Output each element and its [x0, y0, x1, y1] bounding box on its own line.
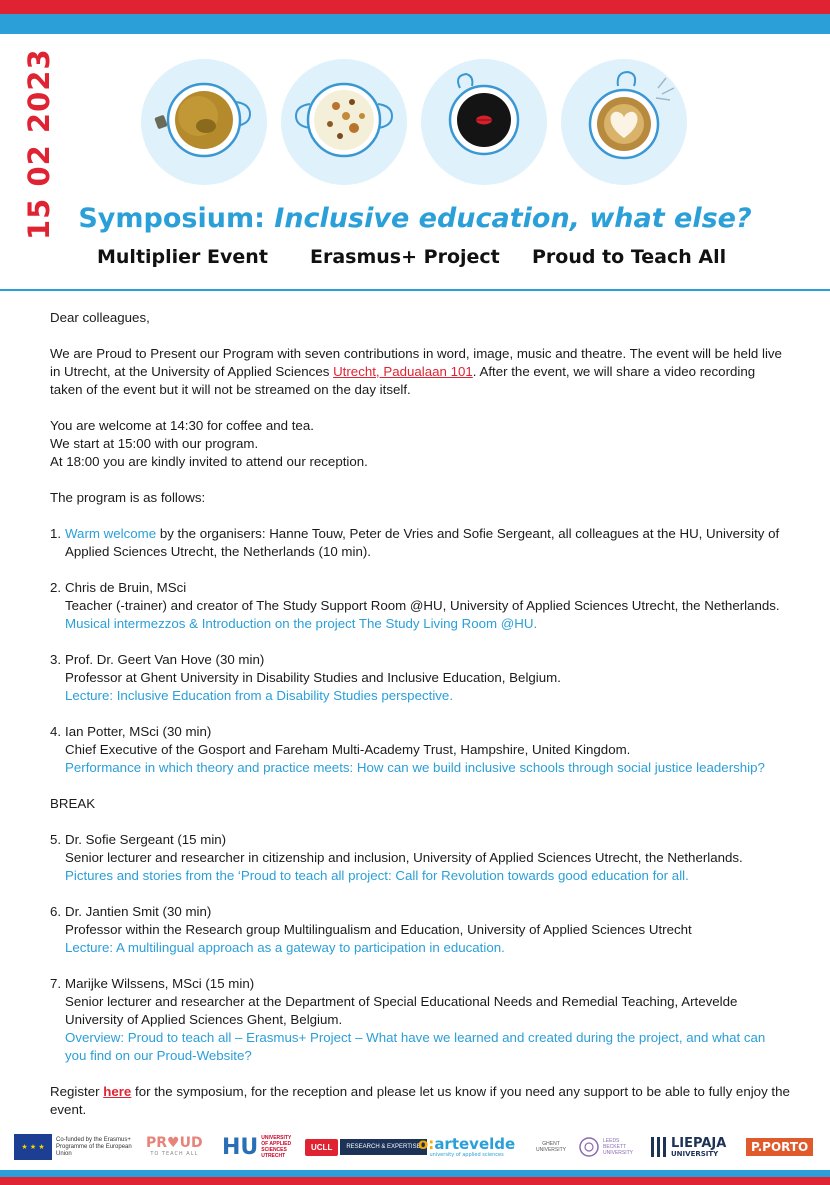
item4-topic: Performance in which theory and practice meets: How can we build inclusive schools through social justice leadership?	[65, 760, 765, 775]
program-item-7	[50, 975, 790, 1065]
intro-text-b: . After the event, we will share a video recording taken of the event but it will not be streamed on the day itself.	[50, 364, 756, 397]
program-item-4	[50, 723, 790, 777]
hu-caption: UNIVERSITY OF APPLIED SCIENCES UTRECHT	[261, 1135, 292, 1159]
register-link[interactable]: here	[103, 1084, 132, 1099]
artevelde-name: artevelde	[434, 1134, 516, 1153]
item1-highlight: Warm welcome	[65, 526, 157, 541]
greeting: Dear colleagues,	[50, 310, 150, 325]
intro-text-a: We are Proud to Present our Program with seven contributions in word, image, music and theatre. The event will be held live in Utrecht, at the University of Applied Sciences	[50, 346, 782, 379]
ghent-logo	[536, 1128, 566, 1166]
item-number: 6.	[50, 904, 62, 919]
top-blue-bar	[0, 14, 830, 34]
item-number: 7.	[50, 976, 62, 991]
subtitle-proud: Proud to Teach All	[532, 246, 727, 268]
register-prefix: Register	[50, 1084, 104, 1099]
item6-role: Professor within the Research group Multilingualism and Education, University of Applied Sciences Utrecht	[65, 922, 692, 937]
liepaja-name: LIEPAJA	[671, 1135, 727, 1151]
porto-mark: P.PORTO	[746, 1138, 813, 1156]
ucll-caption: RESEARCH & EXPERTISE	[340, 1139, 426, 1155]
artevelde-sub: university of applied sciences	[429, 1151, 504, 1158]
leeds-caption: LEEDS BECKETT UNIVERSITY	[603, 1138, 634, 1156]
page-title	[0, 203, 830, 234]
title-italic: Inclusive education, what else?	[274, 203, 752, 234]
header-divider	[0, 289, 830, 291]
item-number: 2.	[50, 580, 62, 595]
liepaja-logo	[650, 1128, 726, 1166]
ghent-caption: GHENT UNIVERSITY	[536, 1141, 567, 1153]
item2-topic: Musical intermezzos & Introduction on the project The Study Living Room @HU.	[65, 616, 538, 631]
subtitle-multiplier: Multiplier Event	[97, 246, 268, 268]
item3-topic: Lecture: Inclusive Education from a Disability Studies perspective.	[65, 688, 454, 703]
partner-logos	[0, 1128, 830, 1166]
liepaja-sub: UNIVERSITY	[671, 1149, 719, 1158]
intro-paragraph	[50, 345, 790, 399]
liepaja-columns-icon	[650, 1135, 668, 1159]
top-red-bar	[0, 0, 830, 14]
item-number: 4.	[50, 724, 62, 739]
leeds-rose-icon	[578, 1136, 600, 1158]
item6-name: Dr. Jantien Smit (30 min)	[65, 904, 212, 919]
item-number: 1.	[50, 526, 62, 541]
item3-name: Prof. Dr. Geert Van Hove (30 min)	[65, 652, 265, 667]
cereal-bowl-icon	[280, 58, 408, 186]
coffee-cups-illustration	[140, 58, 700, 188]
item7-name: Marijke Wilssens, MSci (15 min)	[65, 976, 255, 991]
tea-cup-icon	[140, 58, 268, 186]
program-item-5	[50, 831, 790, 885]
latte-cup-icon	[560, 58, 688, 186]
item7-topic: Overview: Proud to teach all – Erasmus+ Project – What have we learned and created during the project, and what can you find on our Proud-Website?	[65, 1030, 766, 1063]
proud-sub: TO TEACH ALL	[150, 1151, 199, 1157]
item6-topic: Lecture: A multilingual approach as a gateway to participation in education.	[65, 940, 505, 955]
leeds-logo	[578, 1128, 633, 1166]
bottom-blue-bar	[0, 1170, 830, 1177]
hu-mark: HU	[222, 1134, 259, 1160]
letter-body	[50, 309, 790, 1119]
artevelde-o: o:	[418, 1134, 435, 1153]
program-item-6	[50, 903, 790, 957]
program-item-3	[50, 651, 790, 705]
break-label: BREAK	[50, 796, 96, 811]
program-item-2	[50, 579, 790, 633]
porto-logo	[746, 1128, 813, 1166]
item1-text: by the organisers: Hanne Touw, Peter de Vries and Sofie Sergeant, all colleagues at the HU, University of Applied Sciences Utrecht, the Netherlands (10 min).	[65, 526, 780, 559]
eu-caption: Co-funded by the Erasmus+ Programme of the European Union	[56, 1136, 132, 1157]
item5-topic: Pictures and stories from the ‘Proud to teach all project: Call for Revolution towards good education for all.	[65, 868, 689, 883]
black-coffee-icon	[420, 58, 548, 186]
artevelde-logo	[418, 1128, 515, 1166]
ucll-logo	[305, 1128, 427, 1166]
proud-logo	[146, 1128, 203, 1166]
item2-role: Teacher (-trainer) and creator of The Study Support Room @HU, University of Applied Sciences Utrecht, the Netherlands.	[65, 598, 780, 613]
register-suffix: for the symposium, for the reception and please let us know if you need any support to be able to fully enjoy the event.	[50, 1084, 790, 1117]
item3-role: Professor at Ghent University in Disability Studies and Inclusive Education, Belgium.	[65, 670, 561, 685]
register-paragraph	[50, 1083, 790, 1119]
eu-flag-icon: ★ ★ ★	[14, 1134, 52, 1160]
hu-logo	[222, 1128, 293, 1166]
program-intro: The program is as follows:	[50, 490, 206, 505]
venue-link[interactable]: Utrecht, Padualaan 101	[333, 364, 473, 379]
item-number: 5.	[50, 832, 62, 847]
bottom-red-bar	[0, 1177, 830, 1185]
item2-name: Chris de Bruin, MSci	[65, 580, 187, 595]
ucll-mark: UCLL	[305, 1139, 338, 1156]
subtitle-erasmus: Erasmus+ Project	[310, 246, 500, 268]
time-coffee: You are welcome at 14:30 for coffee and tea.	[50, 418, 314, 433]
time-reception: At 18:00 you are kindly invited to attend our reception.	[50, 454, 368, 469]
title-plain: Symposium:	[78, 203, 275, 234]
eu-logo	[14, 1128, 136, 1166]
event-date: 15 02 2023	[22, 48, 56, 240]
item7-role: Senior lecturer and researcher at the Department of Special Educational Needs and Remedial Teaching, Artevelde University of Applied Sciences Ghent, Belgium.	[65, 994, 738, 1027]
item4-name: Ian Potter, MSci (30 min)	[65, 724, 212, 739]
item5-name: Dr. Sofie Sergeant (15 min)	[65, 832, 227, 847]
program-item-1	[50, 525, 790, 561]
item5-role: Senior lecturer and researcher in citizenship and inclusion, University of Applied Sciences Utrecht, the Netherlands.	[65, 850, 743, 865]
time-start: We start at 15:00 with our program.	[50, 436, 259, 451]
item4-role: Chief Executive of the Gosport and Fareham Multi-Academy Trust, Hampshire, United Kingdom.	[65, 742, 631, 757]
item-number: 3.	[50, 652, 62, 667]
proud-main: PR♥UD	[146, 1135, 203, 1151]
